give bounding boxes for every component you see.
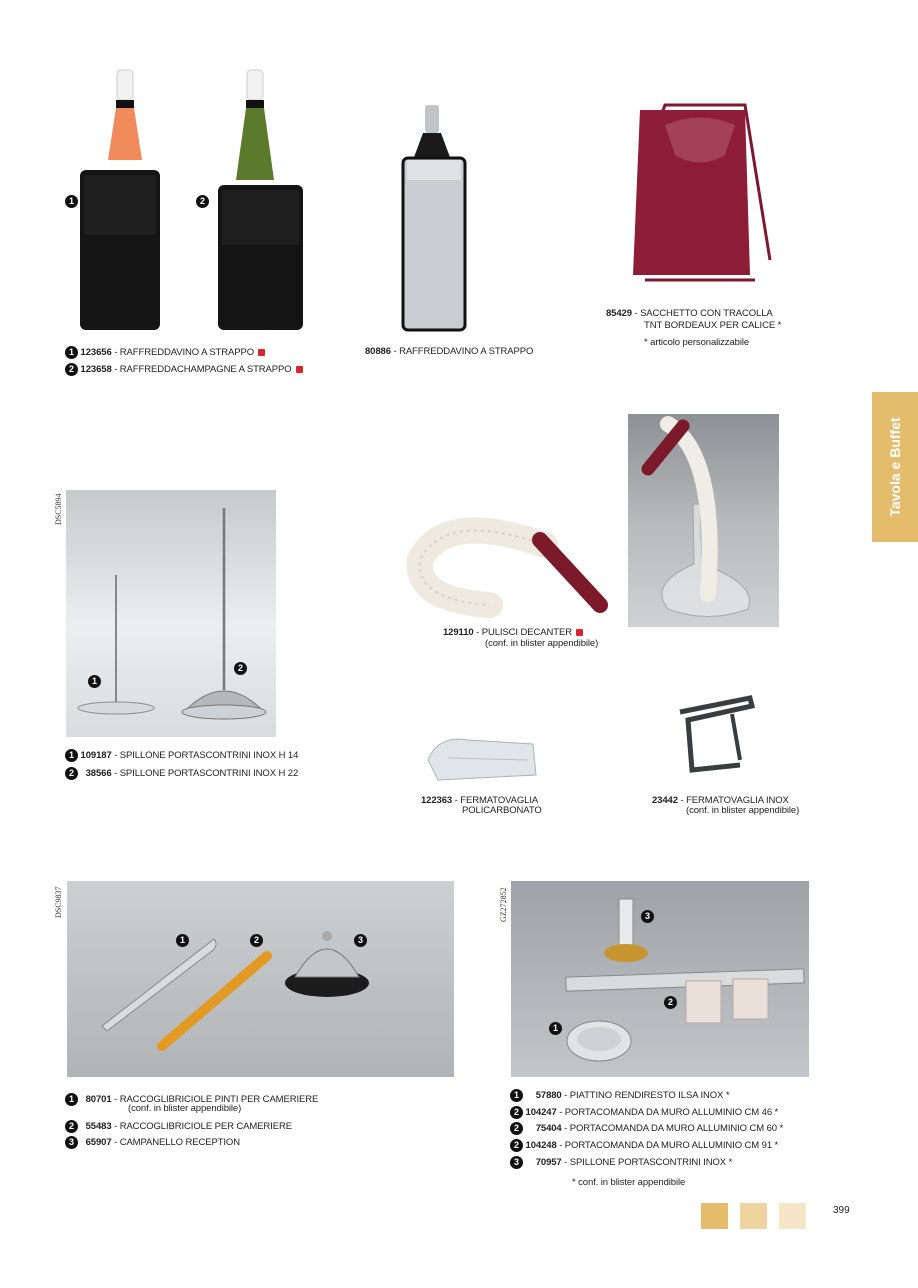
silver-cooler-photo <box>395 100 475 335</box>
caption-104248: 2 104248 - PORTACOMANDA DA MURO ALLUMINIO CM 91 * <box>510 1139 778 1152</box>
caption-57880: 1 57880 - PIATTINO RENDIRESTO ILSA INOX * <box>510 1089 729 1102</box>
red-badge-icon <box>258 349 265 356</box>
marker-2: 2 <box>234 662 247 675</box>
color-swatch-1 <box>701 1203 728 1229</box>
marker-2: 2 <box>664 996 677 1009</box>
photo-code-spilloni: DSC5894 <box>54 493 63 525</box>
crumb-scraper-photo <box>67 881 454 1077</box>
red-badge-icon <box>296 366 303 373</box>
marker-2: 2 <box>250 934 263 947</box>
caption-122363-line2: POLICARBONATO <box>462 805 542 816</box>
order-holder-photo <box>511 881 809 1077</box>
marker-2: 2 <box>196 193 209 211</box>
marker-3: 3 <box>641 910 654 923</box>
caption-80701: 1 80701 - RACCOGLIBRICIOLE PINTI PER CAMERIERE <box>65 1093 318 1106</box>
caption-80701-line2: (conf. in blister appendibile) <box>128 1103 242 1114</box>
caption-38566: 2 38566 - SPILLONE PORTASCONTRINI INOX H 22 <box>65 767 298 780</box>
spilloni-photo <box>66 490 276 737</box>
page-number: 399 <box>833 1205 850 1216</box>
caption-85429-line2: TNT BORDEAUX PER CALICE * <box>644 320 782 331</box>
caption-55483: 2 55483 - RACCOGLIBRICIOLE PER CAMERIERE <box>65 1120 292 1133</box>
tablecloth-clip-inox-photo <box>670 690 760 785</box>
caption-129110: 129110 - PULISCI DECANTER <box>443 627 583 639</box>
decanter-brush-photo <box>405 505 610 620</box>
caption-70957: 3 70957 - SPILLONE PORTASCONTRINI INOX * <box>510 1156 732 1169</box>
caption-104247: 2 104247 - PORTACOMANDA DA MURO ALLUMINIO CM 46 * <box>510 1106 778 1119</box>
red-badge-icon <box>576 629 583 636</box>
marker-3: 3 <box>354 934 367 947</box>
photo-code-raccogli: DSC9837 <box>54 886 63 918</box>
photo-code-portacomanda: GZ272852 <box>499 887 508 922</box>
caption-65907: 3 65907 - CAMPANELLO RECEPTION <box>65 1136 240 1149</box>
caption-80886: 80886 - RAFFREDDAVINO A STRAPPO <box>365 346 534 357</box>
color-swatch-3 <box>779 1203 806 1229</box>
marker-1: 1 <box>176 934 189 947</box>
caption-85429: 85429 - SACCHETTO CON TRACOLLA <box>606 308 773 319</box>
caption-123658: 2 123658 - RAFFREDDACHAMPAGNE A STRAPPO <box>65 363 303 376</box>
caption-122363: 122363 - FERMATOVAGLIA <box>421 795 539 806</box>
section-tab: Tavola e Buffet <box>872 392 918 542</box>
caption-129110-line2: (conf. in blister appendibile) <box>485 638 599 649</box>
blister-note: * conf. in blister appendibile <box>572 1177 686 1188</box>
caption-85429-note: * articolo personalizzabile <box>644 337 750 348</box>
bordeaux-bag-photo <box>625 100 775 285</box>
marker-1: 1 <box>549 1022 562 1035</box>
marker-1: 1 <box>88 675 101 688</box>
caption-23442: 23442 - FERMATOVAGLIA INOX <box>652 795 789 806</box>
caption-75404: 2 75404 - PORTACOMANDA DA MURO ALLUMINIO CM 60 * <box>510 1122 783 1135</box>
caption-23442-line2: (conf. in blister appendibile) <box>686 805 800 816</box>
color-swatch-2 <box>740 1203 767 1229</box>
decanter-photo <box>628 414 779 627</box>
marker-1: 1 <box>65 193 78 211</box>
caption-123656: 1 123656 - RAFFREDDAVINO A STRAPPO <box>65 346 265 359</box>
caption-109187: 1 109187 - SPILLONE PORTASCONTRINI INOX H 14 <box>65 749 298 762</box>
tablecloth-clip-plastic-photo <box>418 730 543 785</box>
